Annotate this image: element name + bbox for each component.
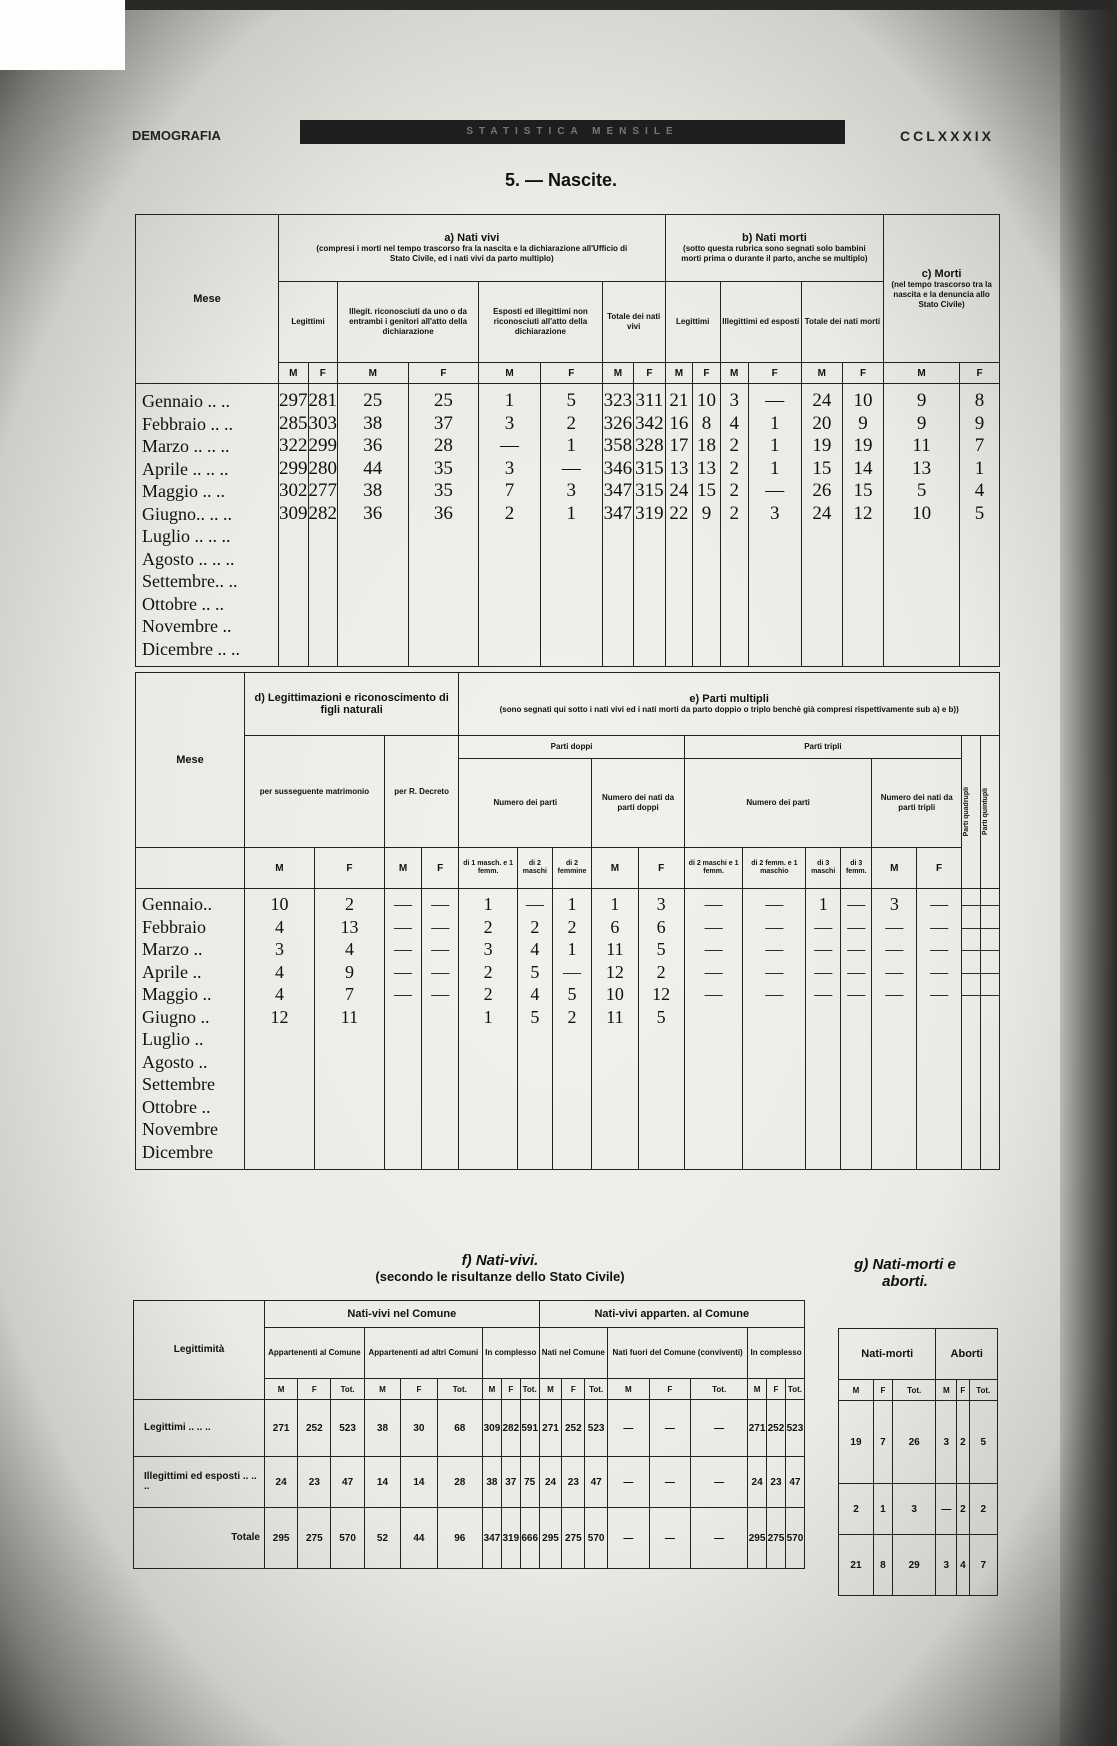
table-row: Legittimi .. .. .. 271 252 523 38 30 68 309 282 591 271 252 523 — — — 271 252 523 (134, 1400, 805, 1457)
table-row (839, 1535, 998, 1596)
month-label: Novembre .. (142, 616, 232, 636)
month-label: Ottobre .. .. (142, 593, 224, 614)
numero-nati-doppi: Numero dei nati da parti doppi (592, 759, 685, 848)
cell-value: 666 (520, 1508, 539, 1569)
cell-value: 75 (520, 1457, 539, 1508)
cell-value: 295 (265, 1508, 298, 1569)
cell-value: 282 (501, 1400, 520, 1457)
month-label: Maggio .. .. (142, 481, 225, 501)
nati-morti-aborti-table: Nati-morti Aborti M F Tot. M F Tot. 19 7 26 3 2 5 2 1 3 — 2 2 21 8 29 3 4 7 (838, 1328, 998, 1596)
cell-value: 38 (482, 1457, 501, 1508)
month-label: Ottobre .. (142, 1096, 211, 1117)
cell-value: 591 (520, 1400, 539, 1457)
cell-value: 7 (873, 1401, 892, 1484)
month-label: Maggio .. (142, 984, 212, 1004)
cell-value: 252 (562, 1400, 585, 1457)
cell-value: 14 (401, 1457, 437, 1508)
cell-value: 252 (298, 1400, 331, 1457)
cell-value: 275 (298, 1508, 331, 1569)
col-b-illegittimi: Illegittimi ed esposti (720, 282, 801, 363)
cell-value: — (649, 1508, 691, 1569)
nel-comune-header: Nati-vivi nel Comune (265, 1301, 540, 1328)
cell-value: 309 (482, 1400, 501, 1457)
cell-value: — (649, 1457, 691, 1508)
month-label: Novembre (142, 1119, 218, 1139)
parti-quintupli: Parti quintupli (981, 736, 1000, 889)
cell-value: 7 (969, 1535, 997, 1596)
cell-value: 5 (969, 1401, 997, 1484)
cell-value: — (608, 1400, 650, 1457)
cell-value: 47 (585, 1457, 608, 1508)
cell-value: — (649, 1400, 691, 1457)
month-label: Febbraio .. .. (142, 413, 233, 434)
table-row: Illegittimi ed esposti .. .. .. 24 23 47 14 14 28 38 37 75 24 23 47 — — — 24 23 47 (134, 1457, 805, 1508)
table-row: Gennaio.. Febbraio Marzo .. Aprile .. Maggio .. Giugno .. Luglio .. Agosto .. Settembre Ottobre .. Novembre Dicembre 10 4 3 4 4 12 2 13 4 9 7 11 — — — — — — — — — — 1 2 3 2 2 1 — 2 4 5 4 5 1 2 1 — 5 2 1 6 11 12 10 11 3 6 5 2 12 5 — — — — — — — — — — 1 — — — — — — — — — 3 — — — — — — — — — — — — — — — — — — — (136, 889, 1000, 1170)
cell-value: 44 (401, 1508, 437, 1569)
table-row (839, 1484, 998, 1535)
cell-value: 2 (957, 1484, 969, 1535)
col-legittimi: Legittimi (279, 282, 338, 363)
legitimations-multiple-births-table: Mese d) Legittimazioni e riconoscimento di figli naturali e) Parti multipli (sono segnati qui sotto i nati vivi ed i nati morti da parto doppio o triplo benchè già compresi rispettivamente sub a) e b)) per susseguente matrimonio per R. Decreto Parti doppi Parti tripli Parti quadrupli Parti quintupli Numero dei parti Numero dei nati da parti doppi Numero dei parti Numero dei nati da parti tripli M F M F di 1 masch. e 1 femm. di 2 maschi di 2 femmine M F di 2 maschi e 1 femm. di 2 femm. e 1 maschio di 3 maschi di 3 femm. M F Gennaio.. Febbraio Marzo .. Aprile .. Maggio .. Giugno .. Luglio .. Agosto .. Settembre Ottobre .. Novembre Dicembre 10 4 3 4 4 12 2 13 4 9 7 11 — — — — — — — — — — 1 2 3 2 2 1 — 2 4 5 4 5 1 2 1 — 5 2 1 6 11 12 10 11 3 6 5 2 12 5 — — — — — — — — — — 1 — — — — — — — — — 3 — — — — — — — — — — — — — — — — — — — (135, 672, 1000, 1170)
cell-value: 8 (873, 1535, 892, 1596)
cell-value: — (691, 1508, 748, 1569)
table-row: Totale 295 275 570 52 44 96 347 319 666 295 275 570 — — — 295 275 570 (134, 1508, 805, 1569)
month-header: Mese (136, 215, 279, 384)
cell-value: 14 (364, 1457, 400, 1508)
cell-value: 29 (892, 1535, 936, 1596)
cell-value: — (936, 1484, 957, 1535)
month-label: Aprile .. .. .. (142, 458, 229, 479)
legittimazioni-header: d) Legittimazioni e riconoscimento di figli naturali (245, 673, 459, 736)
cell-value: 252 (767, 1400, 786, 1457)
parti-tripli: Parti tripli (684, 736, 961, 759)
col-esposti: Esposti ed illegittimi non riconosciuti all'atto della dichiarazione (479, 282, 603, 363)
month-label: Luglio .. .. .. (142, 526, 231, 546)
month-list (136, 384, 279, 667)
cell-value: 24 (748, 1457, 767, 1508)
cell-value: 47 (785, 1457, 804, 1508)
month-label: Agosto .. (142, 1051, 208, 1072)
numero-parti-doppi: Numero dei parti (459, 759, 592, 848)
cell-value: 47 (331, 1457, 364, 1508)
cell-value: 2 (839, 1484, 874, 1535)
cell-value: 37 (501, 1457, 520, 1508)
cell-value: — (608, 1457, 650, 1508)
month-label: Settembre.. .. (142, 571, 238, 591)
cell-value: — (608, 1508, 650, 1569)
month-label: Marzo .. .. .. (142, 436, 230, 456)
apparten-header: Nati-vivi apparten. al Comune (539, 1301, 804, 1328)
cell-value: — (691, 1400, 748, 1457)
month-label: Dicembre (142, 1141, 213, 1162)
cell-value: 275 (562, 1508, 585, 1569)
nati-vivi-header: a) Nati vivi (compresi i morti nel tempo trascorso fra la nascita e la dichiarazione all'Ufficio di Stato Civile, ed i nati vivi da parto multiplo) (279, 215, 666, 282)
month-label: Dicembre .. .. (142, 638, 240, 659)
cell-value: 3 (936, 1535, 957, 1596)
cell-value: 523 (785, 1400, 804, 1457)
month-label: Gennaio .. .. (142, 391, 230, 411)
cell-value: 28 (437, 1457, 482, 1508)
month-label: Giugno .. (142, 1006, 210, 1027)
paper-corner (0, 0, 125, 70)
month-label: Giugno.. .. .. (142, 503, 232, 524)
cell-value: 68 (437, 1400, 482, 1457)
cell-value: 3 (892, 1484, 936, 1535)
g-caption: g) Nati-morti e aborti. (854, 1256, 956, 1290)
cell-value: 4 (957, 1535, 969, 1596)
cell-value: 570 (585, 1508, 608, 1569)
month-header: Mese (136, 673, 245, 848)
month-label: Agosto .. .. .. (142, 548, 235, 569)
cell-value: 295 (748, 1508, 767, 1569)
col-b-legittimi: Legittimi (665, 282, 720, 363)
header-banner: STATISTICA MENSILE (300, 120, 845, 144)
parti-doppi: Parti doppi (459, 736, 684, 759)
cell-value: 23 (298, 1457, 331, 1508)
cell-value: 347 (482, 1508, 501, 1569)
col-illegittimi: Illegit. riconosciuti da uno o da entrambi i genitori all'atto della dichiarazione (338, 282, 479, 363)
numero-nati-tripli: Numero dei nati da parti tripli (872, 759, 962, 848)
nati-vivi-table: Legittimità Nati-vivi nel Comune Nati-vivi apparten. al Comune Appartenenti al Comune Appartenenti ad altri Comuni In complesso Nati nel Comune Nati fuori del Comune (conviventi) In complesso M F Tot. M F Tot. M F Tot. M F Tot. M F Tot. M F Tot. Legittimi .. .. .. 271 252 523 38 30 68 309 282 591 271 252 523 — — — 271 252 523 Illegittimi ed esposti .. .. .. 24 23 47 14 14 28 38 37 75 24 23 47 — — — 24 23 47 Totale 295 275 570 52 44 96 347 319 666 295 275 570 — — — 295 275 570 (133, 1300, 805, 1569)
cell-value: 295 (539, 1508, 562, 1569)
cell-value: 23 (767, 1457, 786, 1508)
parti-multipli-header: e) Parti multipli (sono segnati qui sotto i nati vivi ed i nati morti da parto doppio o triplo benchè già compresi rispettivamente sub a) e b)) (459, 673, 1000, 736)
f-caption: f) Nati-vivi. (secondo le risultanze dello Stato Civile) (375, 1252, 625, 1284)
cell-value: 21 (839, 1535, 874, 1596)
col-susseguente: per susseguente matrimonio (245, 736, 385, 848)
cell-value: 96 (437, 1508, 482, 1569)
col-totale-vivi: Totale dei nati vivi (602, 282, 665, 363)
cell-value: 23 (562, 1457, 585, 1508)
cell-value: 271 (539, 1400, 562, 1457)
legittimita-header: Legittimità (134, 1301, 265, 1400)
cell-value: 30 (401, 1400, 437, 1457)
cell-value: 570 (331, 1508, 364, 1569)
cell-value: 275 (767, 1508, 786, 1569)
table-row: Gennaio .. .. Febbraio .. .. Marzo .. .. .. Aprile .. .. .. Maggio .. .. Giugno.. .. .. Luglio .. .. .. Agosto .. .. .. Settembre.. .. Ottobre .. .. Novembre .. Dicembre .. .. 297 285 322 299 302 309 281 303 299 280 277 282 25 38 36 44 38 36 25 37 28 35 35 36 1 3 — 3 7 2 5 2 1 — 3 1 323 326 358 346 347 347 311 342 328 315 315 319 21 16 17 13 24 22 10 8 18 13 15 9 3 4 2 2 2 2 — 1 1 1 — 3 24 20 19 15 26 24 10 9 19 14 15 12 9 9 11 13 5 10 8 9 7 1 4 5 (136, 384, 1000, 667)
month-label: Luglio .. (142, 1029, 204, 1049)
births-table: Mese a) Nati vivi (compresi i morti nel tempo trascorso fra la nascita e la dichiarazione all'Ufficio di Stato Civile, ed i nati vivi da parto multiplo) b) Nati morti (sotto questa rubrica sono segnati solo bambini morti prima o durante il parto, anche se multiplo) c) Morti (nel tempo trascorso tra la nascita e la denuncia allo Stato Civile) Legittimi Illegit. riconosciuti da uno o da entrambi i genitori all'atto della dichiarazione Esposti ed illegittimi non riconosciuti all'atto della dichiarazione Totale dei nati vivi Legittimi Illegittimi ed esposti Totale dei nati morti M F M F M F M F M F M F M F M F Gennaio .. .. Febbraio .. .. Marzo .. .. .. Aprile .. .. .. Maggio .. .. Giugno.. .. .. Luglio .. .. .. Agosto .. .. .. Settembre.. .. Ottobre .. .. Novembre .. Dicembre .. .. 297 285 322 299 302 309 281 303 299 280 277 282 25 38 36 44 38 36 25 37 28 35 35 36 1 3 — 3 7 2 5 2 1 — 3 1 323 326 358 346 347 347 311 342 328 315 315 319 21 16 17 13 24 22 10 8 18 13 15 9 3 4 2 2 2 2 — 1 1 1 — 3 24 20 19 15 26 24 10 9 19 14 15 12 9 9 11 13 5 10 8 9 7 1 4 5 (135, 214, 1000, 667)
page-number: CCLXXXIX (900, 128, 995, 144)
month-label: Settembre (142, 1074, 215, 1094)
col-decreto: per R. Decreto (384, 736, 458, 848)
month-label: Gennaio.. (142, 894, 212, 914)
cell-value: 24 (539, 1457, 562, 1508)
cell-value: 3 (936, 1401, 957, 1484)
cell-value: 319 (501, 1508, 520, 1569)
month-list (136, 889, 245, 1170)
cell-value: 24 (265, 1457, 298, 1508)
cell-value: 1 (873, 1484, 892, 1535)
numero-parti-tripli: Numero dei parti (684, 759, 872, 848)
section-label: DEMOGRAFIA (132, 128, 221, 143)
cell-value: 523 (585, 1400, 608, 1457)
cell-value: — (691, 1457, 748, 1508)
morti-header: c) Morti (nel tempo trascorso tra la nascita e la denuncia allo Stato Civile) (884, 215, 1000, 363)
cell-value: 271 (265, 1400, 298, 1457)
cell-value: 52 (364, 1508, 400, 1569)
cell-value: 26 (892, 1401, 936, 1484)
cell-value: 271 (748, 1400, 767, 1457)
cell-value: 2 (969, 1484, 997, 1535)
col-totale-morti: Totale dei nati morti (801, 282, 883, 363)
cell-value: 523 (331, 1400, 364, 1457)
nati-morti-header: b) Nati morti (sotto questa rubrica sono segnati solo bambini morti prima o durante il parto, anche se multiplo) (665, 215, 883, 282)
month-label: Aprile .. (142, 961, 202, 982)
cell-value: 38 (364, 1400, 400, 1457)
cell-value: 570 (785, 1508, 804, 1569)
month-label: Marzo .. (142, 939, 203, 959)
cell-value: 19 (839, 1401, 874, 1484)
page-title: 5. — Nascite. (505, 170, 618, 190)
table-row (839, 1401, 998, 1484)
cell-value: 2 (957, 1401, 969, 1484)
month-label: Febbraio (142, 916, 206, 937)
parti-quadrupli: Parti quadrupli (962, 736, 981, 889)
